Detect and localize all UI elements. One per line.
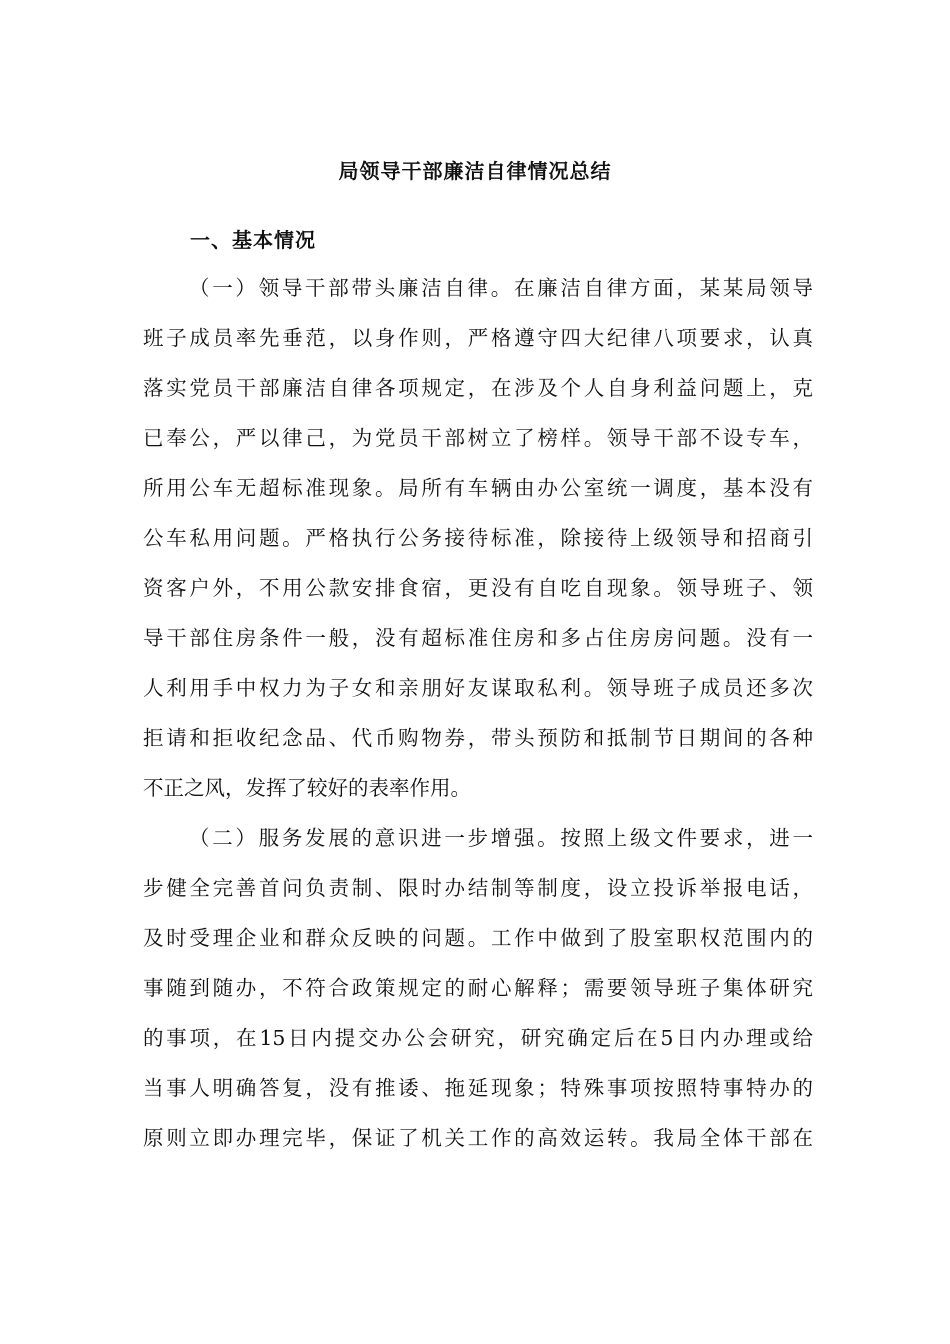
paragraph-line: 资客户外，不用公款安排食宿，更没有自吃自现象。领导班子、领 (143, 576, 813, 600)
paragraph-line: 当事人明确答复，没有推诿、拖延现象；特殊事项按照特事特办的 (143, 1076, 813, 1100)
paragraph-line: 的事项，在15日内提交办公会研究，研究确定后在5日内办理或给 (143, 1026, 813, 1050)
paragraph-line: 落实党员干部廉洁自律各项规定，在涉及个人自身利益问题上，克 (143, 376, 813, 400)
paragraph-line: 已奉公，严以律己，为党员干部树立了榜样。领导干部不设专车， (143, 426, 813, 450)
paragraph-line: 所用公车无超标准现象。局所有车辆由办公室统一调度，基本没有 (143, 476, 813, 500)
paragraph-line: 原则立即办理完毕，保证了机关工作的高效运转。我局全体干部在 (143, 1126, 813, 1150)
paragraph-line: 导干部住房条件一般，没有超标准住房和多占住房房问题。没有一 (143, 626, 813, 650)
paragraph-leadership-integrity (143, 263, 813, 813)
section-heading-basic-situation: 一、基本情况 (190, 228, 316, 252)
paragraph-line: 人利用手中权力为子女和亲朋好友谋取私利。领导班子成员还多次 (143, 676, 813, 700)
paragraph-line: 不正之风，发挥了较好的表率作用。 (143, 776, 471, 800)
paragraph-line: 公车私用问题。严格执行公务接待标准，除接待上级领导和招商引 (143, 526, 813, 550)
paragraph-line: 拒请和拒收纪念品、代币购物券，带头预防和抵制节日期间的各种 (143, 726, 813, 750)
document-title: 局领导干部廉洁自律情况总结 (338, 159, 612, 183)
paragraph-line: （一）领导干部带头廉洁自律。在廉洁自律方面，某某局领导 (189, 276, 813, 300)
paragraph-line: 及时受理企业和群众反映的问题。工作中做到了股室职权范围内的 (143, 926, 813, 950)
paragraph-line: （二）服务发展的意识进一步增强。按照上级文件要求，进一 (189, 826, 813, 850)
paragraph-line: 事随到随办，不符合政策规定的耐心解释；需要领导班子集体研究 (143, 976, 813, 1000)
paragraph-service-awareness (143, 813, 813, 1163)
paragraph-line: 步健全完善首问负责制、限时办结制等制度，设立投诉举报电话， (143, 876, 813, 900)
paragraph-line: 班子成员率先垂范，以身作则，严格遵守四大纪律八项要求，认真 (143, 326, 813, 350)
